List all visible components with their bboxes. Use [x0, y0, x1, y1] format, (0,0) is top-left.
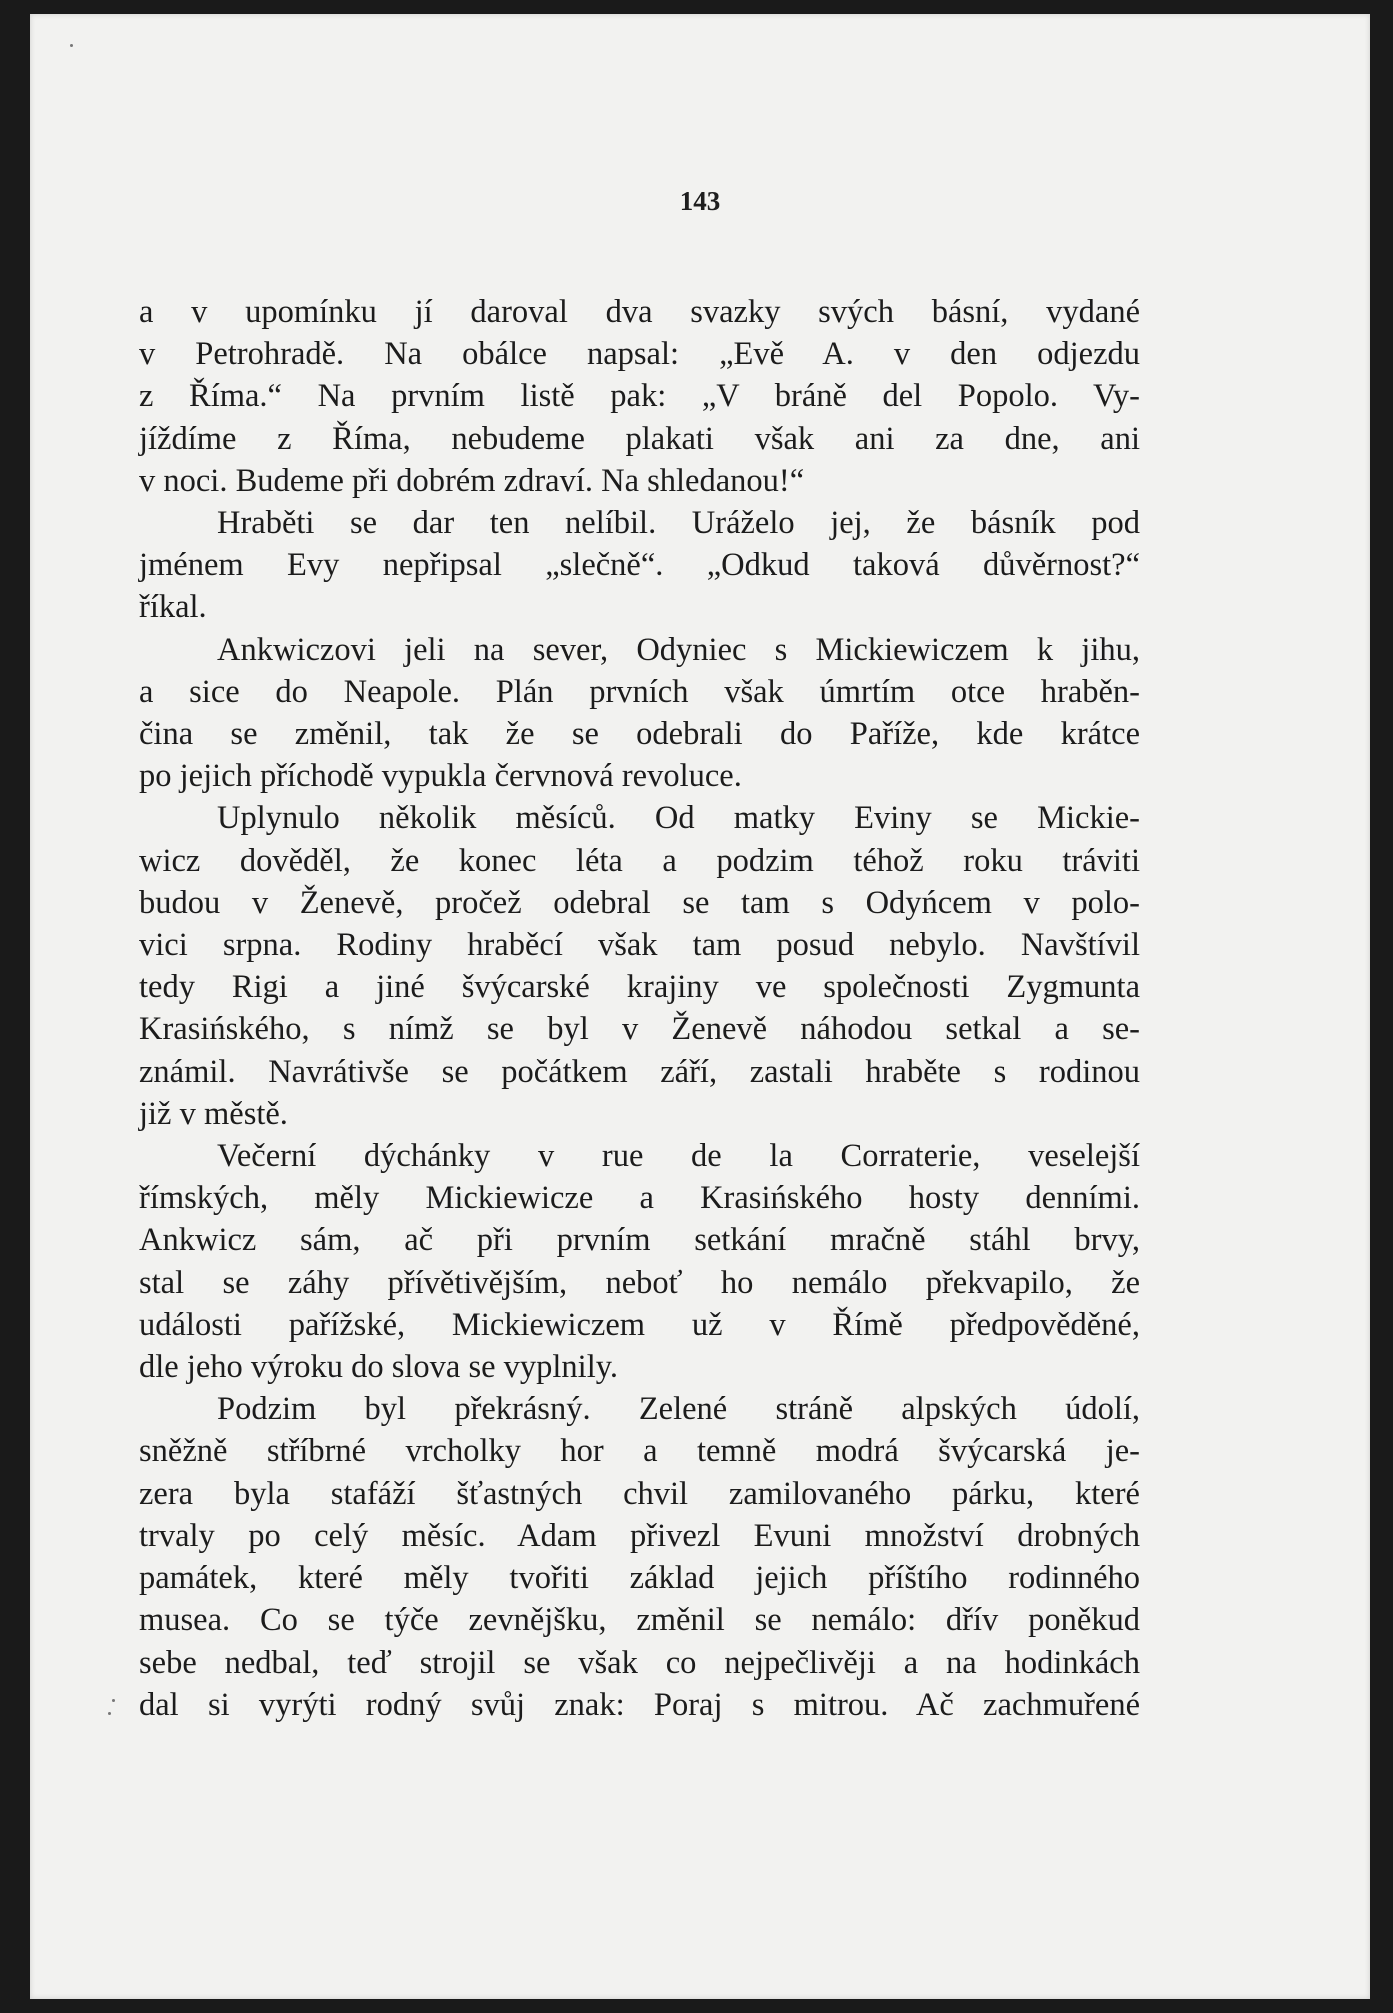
text-line: musea. Co se týče zevnějšku, změnil se nemálo: dřív poněkud [139, 1602, 1140, 1639]
text-line: vici srpna. Rodiny hraběcí však tam posud nebylo. Navštívil [139, 927, 1140, 964]
text-line: Podzim byl překrásný. Zelené stráně alpských údolí, [217, 1391, 1140, 1428]
paragraph [139, 1135, 1140, 1388]
text-line: Uplynulo několik měsíců. Od matky Eviny se Mickie- [217, 800, 1140, 837]
text-line: z Říma.“ Na prvním listě pak: „V bráně del Popolo. Vy- [139, 378, 1140, 415]
text-line: tedy Rigi a jiné švýcarské krajiny ve společnosti Zygmunta [139, 969, 1140, 1006]
margin-speck [108, 1712, 111, 1715]
paragraph [139, 291, 1140, 502]
text-line: římských, měly Mickiewicze a Krasińského hosty denními. [139, 1180, 1140, 1217]
paragraph [139, 629, 1140, 798]
paragraph [139, 797, 1140, 1135]
paragraph [139, 502, 1140, 629]
text-line: památek, které měly tvořiti základ jejich příštího rodinného [139, 1560, 1140, 1597]
margin-speck [112, 1699, 115, 1702]
page-number: 143 [679, 186, 721, 216]
text-line: Krasińského, s nímž se byl v Ženevě náhodou setkal a se- [139, 1011, 1140, 1048]
text-line: Ankwicz sám, ač při prvním setkání mračně stáhl brvy, [139, 1222, 1140, 1259]
text-line: dle jeho výroku do slova se vyplnily. [139, 1349, 619, 1386]
text-line: wicz dověděl, že konec léta a podzim téhož roku tráviti [139, 842, 1140, 879]
margin-speck [70, 44, 73, 47]
text-line: zera byla stafáží šťastných chvil zamilovaného párku, které [139, 1475, 1140, 1512]
scanned-page [30, 14, 1370, 1999]
text-line: Ankwiczovi jeli na sever, Odyniec s Mickiewiczem k jihu, [217, 631, 1140, 668]
text-line: jíždíme z Říma, nebudeme plakati však ani za dne, ani [139, 420, 1140, 457]
text-line: trvaly po celý měsíc. Adam přivezl Evuni množství drobných [139, 1517, 1140, 1554]
text-line: již v městě. [139, 1095, 288, 1132]
text-line: stal se záhy přívětivějším, neboť ho nemálo překvapilo, že [139, 1264, 1140, 1301]
text-line: známil. Navrátivše se počátkem září, zastali hraběte s rodinou [139, 1053, 1140, 1090]
text-line: sněžně stříbrné vrcholky hor a temně modrá švýcarská je- [139, 1433, 1140, 1470]
text-line: události pařížské, Mickiewiczem už v Římě předpověděné, [139, 1306, 1140, 1343]
text-line: a v upomínku jí daroval dva svazky svých básní, vydané [139, 294, 1140, 330]
text-line: v Petrohradě. Na obálce napsal: „Evě A. v den odjezdu [139, 336, 1140, 373]
body-text [139, 291, 1140, 1726]
text-line: jménem Evy nepřipsal „slečně“. „Odkud taková důvěrnost?“ [139, 547, 1140, 584]
text-line: čina se změnil, tak že se odebrali do Paříže, kde krátce [139, 716, 1140, 753]
text-line: po jejich příchodě vypukla červnová revoluce. [139, 758, 742, 795]
text-line: Hraběti se dar ten nelíbil. Uráželo jej, že básník pod [217, 505, 1140, 542]
text-line: a sice do Neapole. Plán prvních však úmrtím otce hraběn- [139, 673, 1140, 710]
text-line: sebe nedbal, teď strojil se však co nejpečlivěji a na hodinkách [139, 1644, 1140, 1681]
paragraph [139, 1388, 1140, 1726]
text-line: Večerní dýchánky v rue de la Corraterie, veselejší [217, 1138, 1140, 1175]
text-line: v noci. Budeme při dobrém zdraví. Na shledanou!“ [139, 462, 805, 499]
text-line: říkal. [139, 589, 207, 626]
text-line: budou v Ženevě, pročež odebral se tam s Odyńcem v polo- [139, 884, 1140, 921]
text-line: dal si vyrýti rodný svůj znak: Poraj s mitrou. Ač zachmuřené [139, 1686, 1140, 1723]
